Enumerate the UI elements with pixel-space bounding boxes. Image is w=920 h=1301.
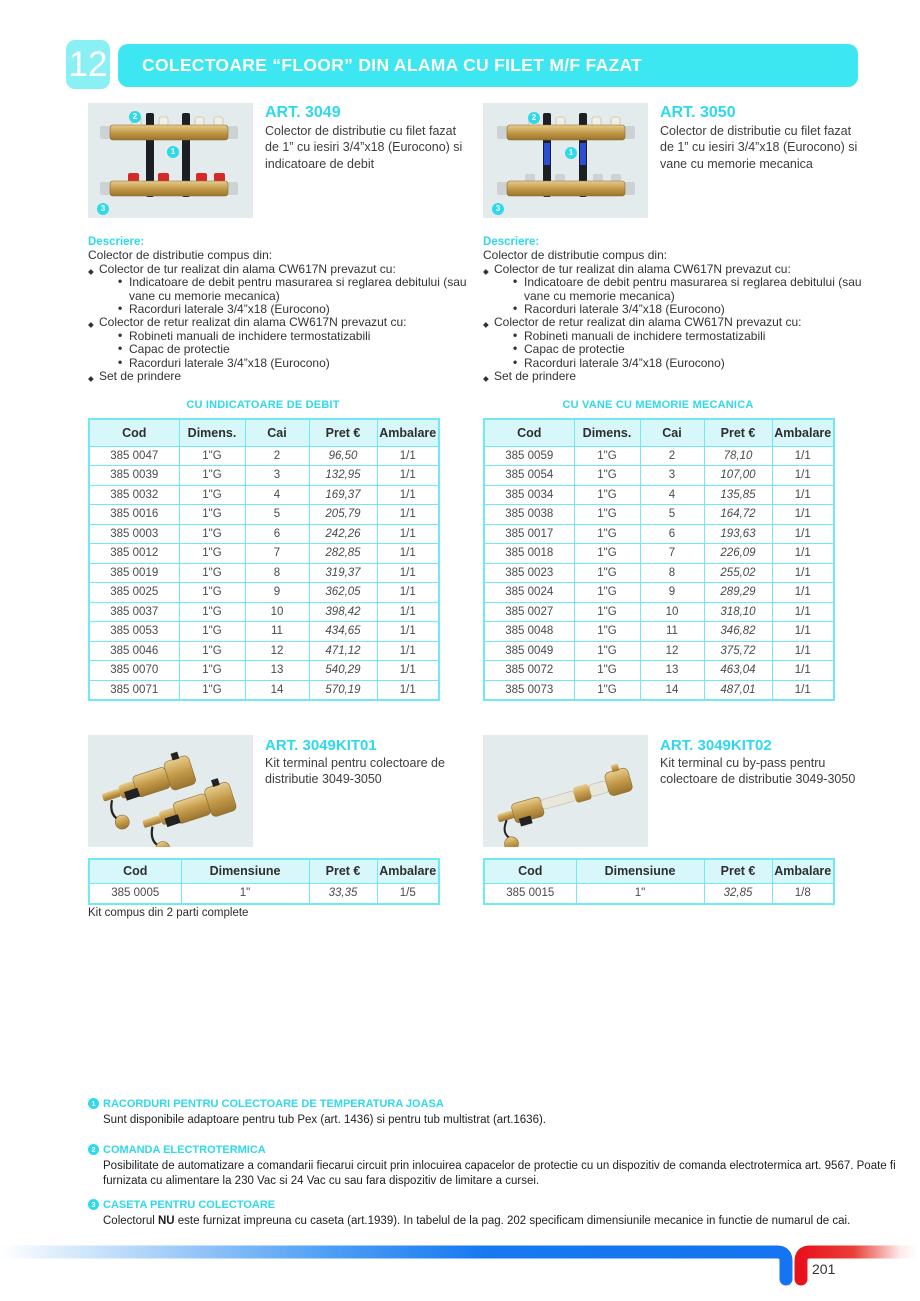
kit01-note: Kit compus din 2 parti complete <box>88 907 249 919</box>
footnote-1-number-icon: 1 <box>88 1098 99 1109</box>
footnote-3 <box>88 1199 908 1229</box>
description-intro: Colector de distributie compus din: <box>88 248 273 263</box>
table-row: 385 0046 1"G 12 471,12 1/1 <box>89 641 439 661</box>
description-item: • Racorduri laterale 3/4”x18 (Eurocono) <box>118 354 330 370</box>
table-row: 385 0017 1"G 6 193,63 1/1 <box>484 524 834 544</box>
table-row: 385 0070 1"G 13 540,29 1/1 <box>89 661 439 681</box>
description-item: ◆ Colector de tur realizat din alama CW617N prevazut cu: <box>88 261 396 276</box>
column-header: Ambalare <box>772 419 834 446</box>
kit-illustration <box>88 735 253 847</box>
footnote-3-title: 3 CASETA PENTRU COLECTOARE <box>88 1199 908 1211</box>
column-header: Cod <box>89 419 179 446</box>
description-item: ◆ Colector de retur realizat din alama CW617N prevazut cu: <box>483 315 802 330</box>
table-row: 385 0053 1"G 11 434,65 1/1 <box>89 622 439 642</box>
column-header: Pret € <box>309 859 377 883</box>
table-row: 385 0025 1"G 9 362,05 1/1 <box>89 583 439 603</box>
column-header: Cod <box>484 859 576 883</box>
column-header: Cod <box>484 419 574 446</box>
column-header: Ambalare <box>377 859 439 883</box>
footnote-1-text: Sunt disponibile adaptoare pentru tub Pex (art. 1436) si pentru tub multistrat (art.1636). <box>103 1114 547 1126</box>
price-table-kit02 <box>483 858 835 905</box>
description-label: Descriere: <box>88 236 145 248</box>
description-item: • Robineti manuali de inchidere termostatizabili <box>118 327 371 343</box>
table-row: 385 0032 1"G 4 169,37 1/1 <box>89 485 439 505</box>
product-photo-kit01 <box>88 735 253 847</box>
table-row: 385 0018 1"G 7 226,09 1/1 <box>484 544 834 564</box>
article-description-3049: Colector de distributie cu filet fazat de 1” cu iesiri 3/4”x18 (Eurocono) si indicatoare de debit <box>265 124 463 171</box>
table-row: 385 0012 1"G 7 282,85 1/1 <box>89 544 439 564</box>
footnote-3-text: Colectorul NU este furnizat impreuna cu caseta (art.1939). In tabelul de la pag. 202 specificam dimensiunile mecanice in functie de numarul de cai. <box>103 1215 851 1227</box>
description-intro: Colector de distributie compus din: <box>483 248 668 263</box>
footnote-2-title: 2 COMANDA ELECTROTERMICA <box>88 1144 908 1156</box>
description-section-left <box>88 236 470 383</box>
bottom-wave-decoration <box>0 1238 920 1301</box>
description-item: • Racorduri laterale 3/4”x18 (Eurocono) <box>118 301 330 317</box>
table-row: 385 0016 1"G 5 205,79 1/1 <box>89 505 439 525</box>
description-item: • Racorduri laterale 3/4”x18 (Eurocono) <box>513 301 725 317</box>
description-label: Descriere: <box>483 236 540 248</box>
callout-marker: 1 <box>565 147 577 159</box>
article-description-3050: Colector de distributie cu filet fazat de 1” cu iesiri 3/4”x18 (Eurocono) si vane cu memorie mecanica <box>660 124 858 171</box>
page-title: COLECTOARE “FLOOR” DIN ALAMA CU FILET M/F FAZAT <box>118 44 858 87</box>
description-item: • Capac de protectie <box>513 341 625 357</box>
description-item: • Indicatoare de debit pentru masurarea si reglarea debitului (sau vane cu memorie mecanica) <box>513 274 862 303</box>
table-title-debit: CU INDICATOARE DE DEBIT <box>186 399 340 411</box>
description-item: ◆ Colector de tur realizat din alama CW617N prevazut cu: <box>483 261 791 276</box>
article-title-3049: ART. 3049 <box>265 104 341 121</box>
callout-marker: 3 <box>97 203 109 215</box>
price-table-debit <box>88 418 440 701</box>
description-item: ◆ Set de prindere <box>88 369 182 384</box>
product-photo-art3049 <box>88 103 253 218</box>
footnote-2 <box>88 1144 908 1188</box>
table-row: 385 0003 1"G 6 242,26 1/1 <box>89 524 439 544</box>
product-photo-kit02 <box>483 735 648 847</box>
table-row: 385 0034 1"G 4 135,85 1/1 <box>484 485 834 505</box>
table-row: 385 0054 1"G 3 107,00 1/1 <box>484 466 834 486</box>
article-title-3050: ART. 3050 <box>660 104 736 121</box>
article-title-kit02: ART. 3049KIT02 <box>660 737 772 754</box>
table-row: 385 0019 1"G 8 319,37 1/1 <box>89 563 439 583</box>
description-item: • Robineti manuali de inchidere termostatizabili <box>513 327 766 343</box>
page-number: 201 <box>812 1261 836 1277</box>
table-row: 385 0049 1"G 12 375,72 1/1 <box>484 641 834 661</box>
table-title-memorie: CU VANE CU MEMORIE MECANICA <box>562 399 754 411</box>
table-row: 385 0039 1"G 3 132,95 1/1 <box>89 466 439 486</box>
table-row: 385 0037 1"G 10 398,42 1/1 <box>89 602 439 622</box>
column-header: Ambalare <box>772 859 834 883</box>
footnote-1-title: 1 RACORDURI PENTRU COLECTOARE DE TEMPERATURA JOASA <box>88 1098 908 1110</box>
callout-marker: 3 <box>492 203 504 215</box>
column-header: Pret € <box>704 419 772 446</box>
column-header: Pret € <box>704 859 772 883</box>
kit-illustration <box>483 735 648 847</box>
footnote-2-text: Posibilitate de automatizare a comandarii fiecarui circuit prin inlocuirea capacelor de protectie cu un dispozitiv de comanda electrotermica art. 9567. Poate fi furnizata cu alimentare la 230 Vac si 24 Vac cu sau fara dispozitiv de limitare a cursei. <box>103 1160 896 1187</box>
description-item: ◆ Set de prindere <box>483 369 577 384</box>
table-row: 385 0047 1"G 2 96,50 1/1 <box>89 446 439 466</box>
article-title-kit01: ART. 3049KIT01 <box>265 737 377 754</box>
description-section-right <box>483 236 865 383</box>
column-header: Dimens. <box>574 419 640 446</box>
column-header: Cai <box>245 419 309 446</box>
footnote-3-number-icon: 3 <box>88 1199 99 1210</box>
callout-marker: 1 <box>167 146 179 158</box>
table-row: 385 0073 1"G 14 487,01 1/1 <box>484 680 834 700</box>
table-row: 385 0072 1"G 13 463,04 1/1 <box>484 661 834 681</box>
price-table-kit01 <box>88 858 440 905</box>
table-row: 385 0027 1"G 10 318,10 1/1 <box>484 602 834 622</box>
article-description-kit01: Kit terminal pentru colectoare de distributie 3049-3050 <box>265 756 445 787</box>
table-row: 385 0024 1"G 9 289,29 1/1 <box>484 583 834 603</box>
table-row: 385 0015 1" 32,85 1/8 <box>484 883 834 904</box>
column-header: Cai <box>640 419 704 446</box>
description-item: • Indicatoare de debit pentru masurarea si reglarea debitului (sau vane cu memorie mecanica) <box>118 274 467 303</box>
manifold-illustration <box>88 103 253 218</box>
table-row: 385 0048 1"G 11 346,82 1/1 <box>484 622 834 642</box>
table-row: 385 0005 1" 33,35 1/5 <box>89 883 439 904</box>
column-header: Dimensiune <box>181 859 309 883</box>
column-header: Cod <box>89 859 181 883</box>
article-description-kit02: Kit terminal cu by-pass pentru colectoare de distributie 3049-3050 <box>660 756 856 787</box>
description-item: • Capac de protectie <box>118 341 230 357</box>
table-row: 385 0059 1"G 2 78,10 1/1 <box>484 446 834 466</box>
column-header: Dimens. <box>179 419 245 446</box>
manifold-illustration <box>483 103 648 218</box>
column-header: Pret € <box>309 419 377 446</box>
description-item: • Racorduri laterale 3/4”x18 (Eurocono) <box>513 354 725 370</box>
table-row: 385 0038 1"G 5 164,72 1/1 <box>484 505 834 525</box>
column-header: Ambalare <box>377 419 439 446</box>
table-row: 385 0023 1"G 8 255,02 1/1 <box>484 563 834 583</box>
footnote-2-number-icon: 2 <box>88 1144 99 1155</box>
description-list <box>88 263 470 384</box>
product-photo-art3050 <box>483 103 648 218</box>
callout-marker: 2 <box>129 111 141 123</box>
price-table-memorie <box>483 418 835 701</box>
chapter-number-badge: 12 <box>66 40 110 89</box>
description-list <box>483 263 865 384</box>
column-header: Dimensiune <box>576 859 704 883</box>
table-row: 385 0071 1"G 14 570,19 1/1 <box>89 680 439 700</box>
callout-marker: 2 <box>528 112 540 124</box>
footnote-1 <box>88 1098 908 1128</box>
description-item: ◆ Colector de retur realizat din alama CW617N prevazut cu: <box>88 315 407 330</box>
